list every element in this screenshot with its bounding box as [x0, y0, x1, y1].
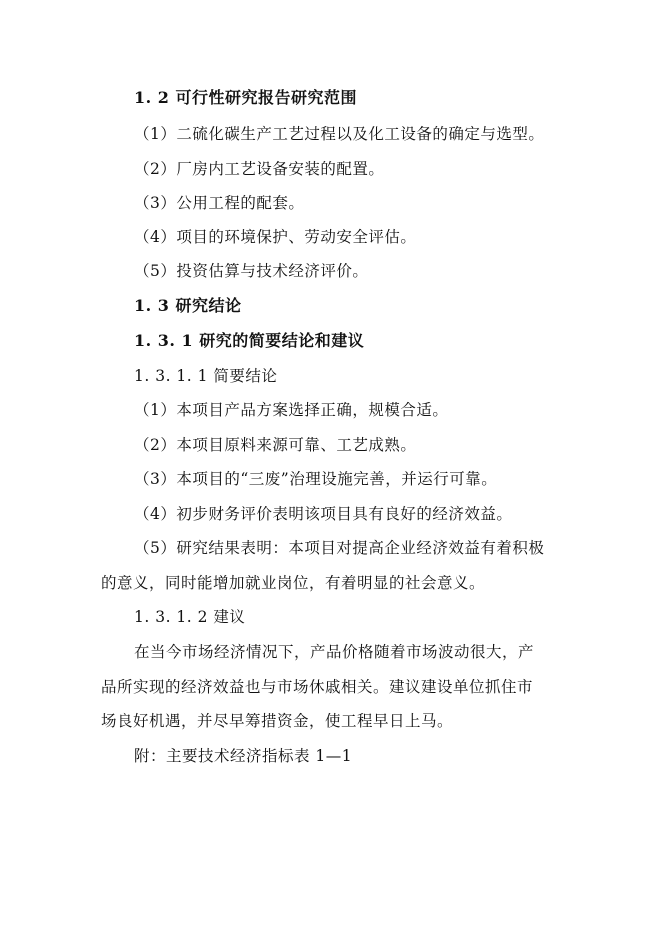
section-heading-1-2: 1. 2 可行性研究报告研究范围 — [134, 88, 357, 107]
paragraph-line: 在当今市场经济情况下，产品价格随着市场波动很大，产 — [134, 643, 535, 661]
list-item: （3）本项目的“三废”治理设施完善，并运行可靠。 — [134, 470, 498, 488]
attachment-note: 附：主要技术经济指标表 1—1 — [134, 747, 353, 765]
list-item-continuation: 的意义，同时能增加就业岗位，有着明显的社会意义。 — [101, 574, 486, 592]
list-item: （1）二硫化碳生产工艺过程以及化工设备的确定与选型。 — [134, 125, 545, 143]
list-item: （2）本项目原料来源可靠、工艺成熟。 — [134, 436, 417, 454]
paragraph-line: 场良好机遇，并尽早筹措资金，使工程早日上马。 — [101, 712, 454, 730]
list-item: （2）厂房内工艺设备安装的配置。 — [134, 160, 385, 178]
list-item: （5）投资估算与技术经济评价。 — [134, 262, 369, 280]
section-heading-1-3-1: 1. 3. 1 研究的简要结论和建议 — [134, 331, 365, 350]
subsection-heading-1-3-1-1: 1. 3. 1. 1 简要结论 — [134, 367, 278, 385]
list-item: （4）初步财务评价表明该项目具有良好的经济效益。 — [134, 505, 513, 523]
section-heading-1-3: 1. 3 研究结论 — [134, 296, 242, 315]
list-item: （5）研究结果表明：本项目对提高企业经济效益有着积极 — [134, 539, 545, 557]
list-item: （1）本项目产品方案选择正确，规模合适。 — [134, 401, 449, 419]
subsection-heading-1-3-1-2: 1. 3. 1. 2 建议 — [134, 608, 246, 626]
list-item: （3）公用工程的配套。 — [134, 194, 305, 212]
paragraph-line: 品所实现的经济效益也与市场休戚相关。建议建设单位抓住市 — [101, 678, 534, 696]
list-item: （4）项目的环境保护、劳动安全评估。 — [134, 228, 417, 246]
